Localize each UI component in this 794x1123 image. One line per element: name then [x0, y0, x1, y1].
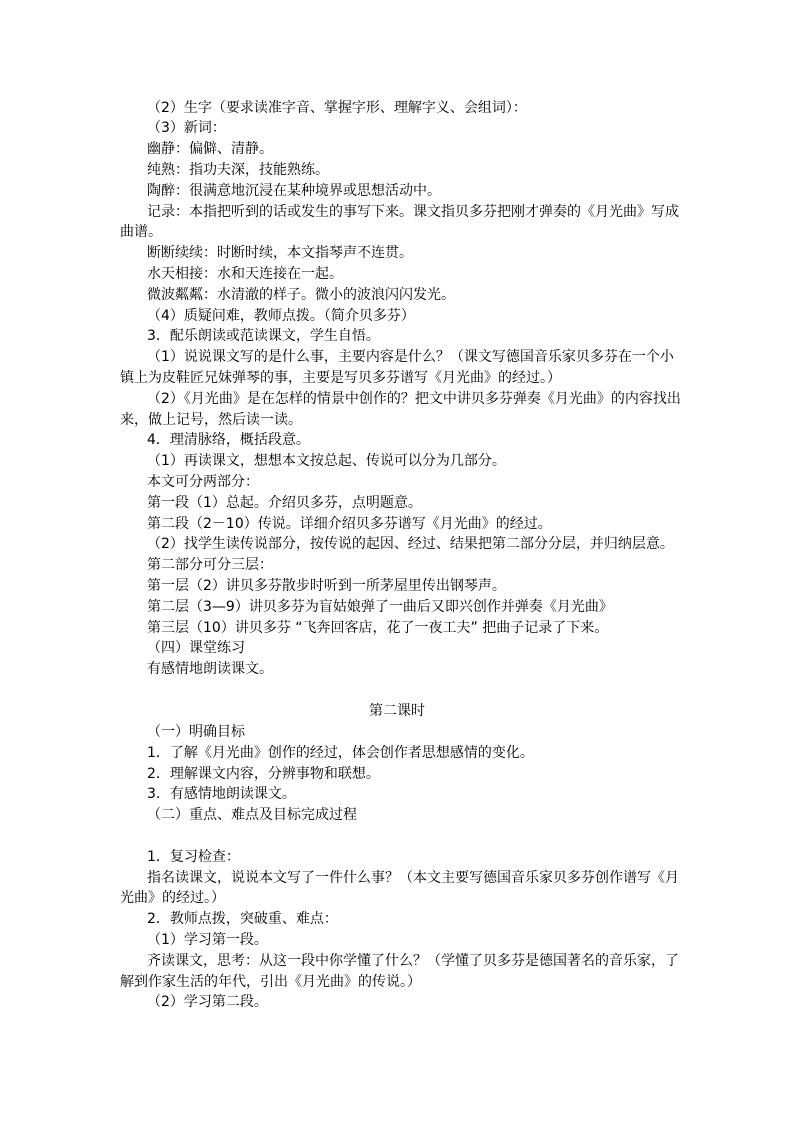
text-line: （1）学习第一段。: [147, 932, 268, 948]
text-line: 水天相接：水和天连接在一起。: [147, 266, 343, 282]
text-line: （二）重点、难点及目标完成过程: [147, 807, 357, 823]
text-line: （1）再读课文，想想本文按总起、传说可以分为几部分。: [147, 453, 506, 469]
text-line: （4）质疑问难，教师点拨。（简介贝多芬）: [147, 308, 415, 324]
text-line: （2）学习第二段。: [147, 994, 268, 1010]
text-line: 齐读课文，思考：从这一段中你学懂了什么？（学懂了贝多芬是德国著名的音乐家，了: [147, 953, 679, 969]
text-line: （2）找学生读传说部分，按传说的起因、经过、结果把第二部分分层，并归纳层意。: [147, 536, 674, 552]
text-line: 2．理解课文内容，分辨事物和联想。: [147, 766, 380, 782]
text-line: 曲谱。: [120, 224, 162, 240]
text-line: 第一段（1）总起。介绍贝多芬，点明题意。: [147, 495, 422, 511]
text-line: 3．有感情地朗读课文。: [147, 786, 296, 802]
text-line: 第一层（2）讲贝多芬散步时听到一所茅屋里传出钢琴声。: [147, 578, 506, 594]
text-line: 2．教师点拨，突破重、难点：: [147, 911, 338, 927]
text-line: 断断续续：时断时续，本文指琴声不连贯。: [147, 245, 413, 261]
text-line: 光曲》的经过。）: [120, 890, 225, 906]
text-line: 第二段（2－10）传说。详细介绍贝多芬谱写《月光曲》的经过。: [147, 516, 552, 532]
text-line: 4．理清脉络，概括段意。: [147, 432, 310, 448]
text-line: 指名读课文，说说本文写了一件什么事？（本文主要写德国音乐家贝多芬创作谱写《月: [147, 870, 679, 886]
text-line: （一）明确目标: [147, 724, 245, 740]
text-line: 解到作家生活的年代，引出《月光曲》的传说。）: [120, 974, 421, 990]
text-line: （2）《月光曲》是在怎样的情景中创作的？把文中讲贝多芬弹奏《月光曲》的内容找出: [147, 391, 681, 407]
text-line: 镇上为皮鞋匠兄妹弹琴的事，主要是写贝多芬谱写《月光曲》的经过。）: [120, 370, 561, 386]
text-line: 纯熟：指功夫深，技能熟练。: [147, 162, 329, 178]
text-line: 3．配乐朗读或范读课文，学生自悟。: [147, 328, 380, 344]
text-line: 陶醉：很满意地沉浸在某种境界或思想活动中。: [147, 183, 441, 199]
text-line: 幽静：偏僻、清静。: [147, 141, 273, 157]
text-line: 第三层（10）讲贝多芬 “飞奔回客店，花了一夜工夫” 把曲子记录了下来。: [147, 620, 609, 636]
text-line: 来，做上记号，然后读一读。: [120, 412, 302, 428]
text-line: 第二部分可分三层：: [147, 557, 273, 573]
text-line: （四）课堂练习: [147, 640, 245, 656]
text-line: 有感情地朗读课文。: [147, 661, 273, 677]
text-line: 第二层（3—9）讲贝多芬为盲姑娘弹了一曲后又即兴创作并弹奏《月光曲》: [147, 599, 613, 615]
text-line: 本文可分两部分：: [147, 474, 259, 490]
text-line: （1）说说课文写的是什么事，主要内容是什么？（课文写德国音乐家贝多芬在一个小: [147, 349, 674, 365]
text-line: 记录：本指把听到的话或发生的事写下来。课文指贝多芬把刚才弹奏的《月光曲》写成: [147, 204, 679, 220]
text-line: （2）生字（要求读准字音、掌握字形、理解字义、会组词）：: [147, 100, 527, 116]
text-line: 1．了解《月光曲》创作的经过，体会创作者思想感情的变化。: [147, 745, 534, 761]
text-line: 微波粼粼：水清澈的样子。微小的波浪闪闪发光。: [147, 287, 455, 303]
text-line: （3）新词：: [147, 120, 226, 136]
section-title: 第二课时: [369, 703, 425, 719]
text-line: 1．复习检查：: [147, 849, 240, 865]
